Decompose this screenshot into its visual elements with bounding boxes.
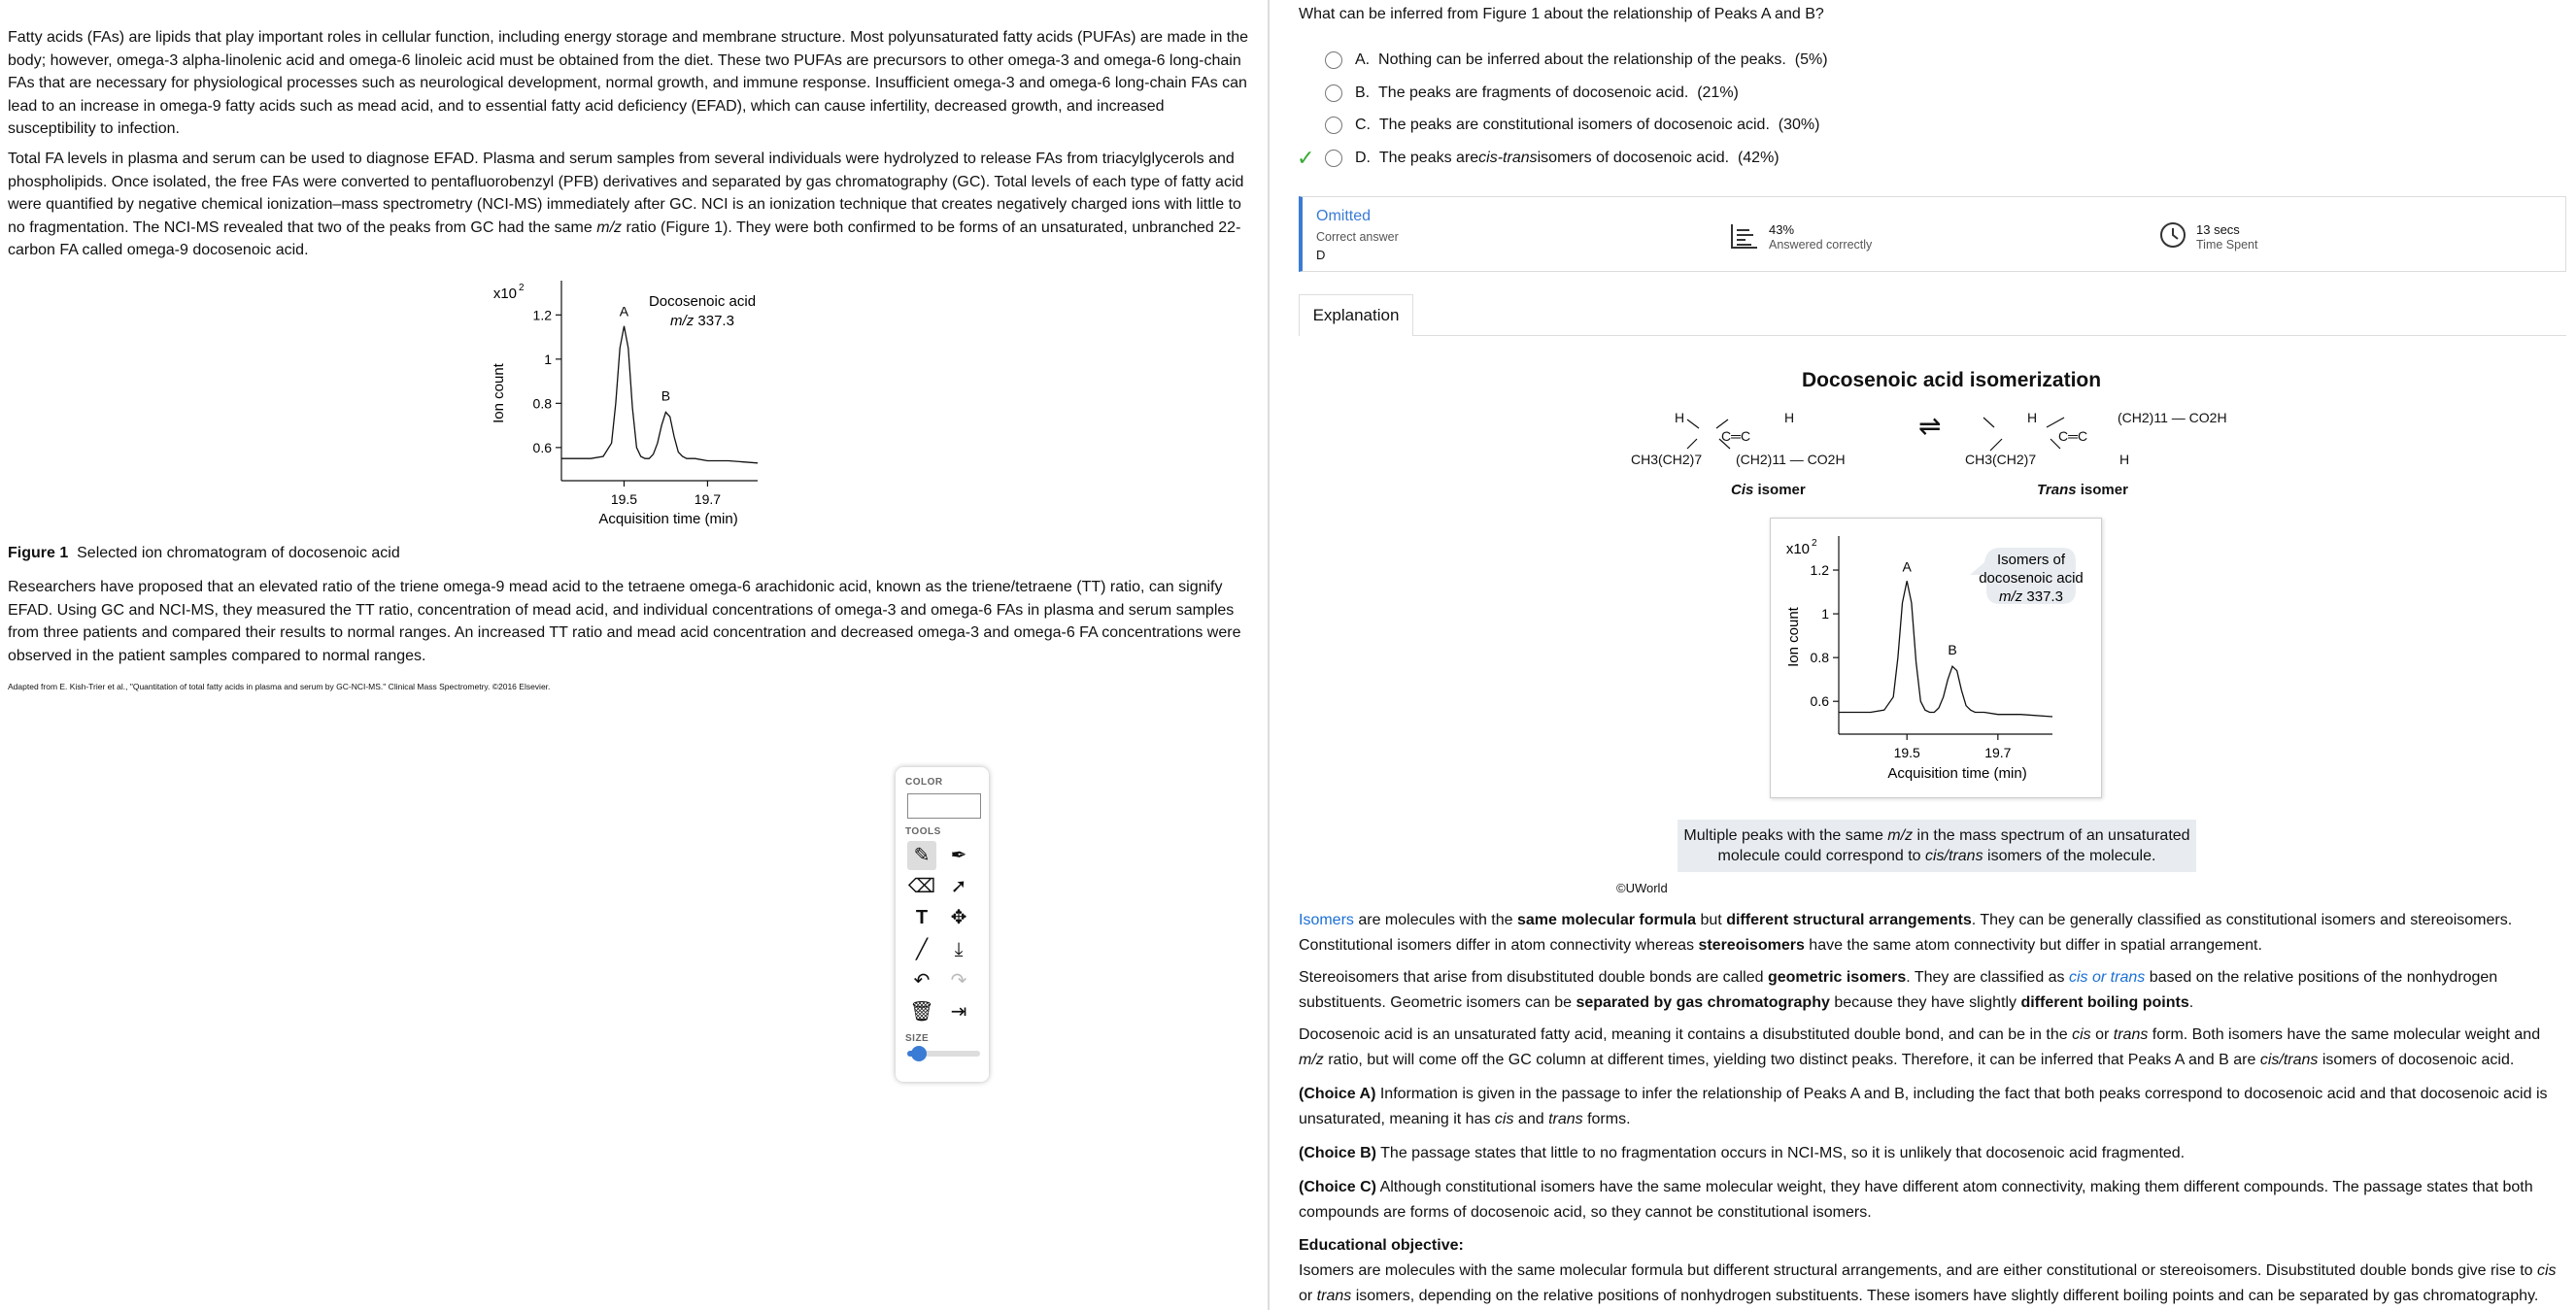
callout-text-4: isomers of the molecule. [1983, 848, 2156, 864]
pointer-icon[interactable]: ➚ [950, 876, 967, 897]
passage-source-citation: Adapted from E. Kish-Trier et al., "Quantitation of total fatty acids in plasma and serum by GC-NCI-MS." Clinical Mass Spectrometry. ©2016 Elsevier. [8, 682, 551, 691]
text-tool-icon[interactable]: T [915, 907, 929, 928]
passage-paragraph-3: Researchers have proposed that an elevated ratio of the triene omega-9 mead acid to the tetraene omega-6 arachidonic acid, known as the triene/tetraene (TT) ratio, can signify EFAD. Using GC and NCI-MS, they measured the TT ratio, concentration of mead acid, and individual concentrations of omega-3 and omega-6 FAs in plasma and serum samples from three patients and compared their results to normal ranges. An increased TT ratio and mead acid concentration and decreased omega-3 and omega-6 FA concentrations were observed in the patient samples compared to normal ranges. [8, 579, 1241, 664]
fig1-y-multiplier-exp: 2 [519, 283, 525, 293]
choice-d-text-end: isomers of docosenoic acid. [1537, 150, 1730, 166]
trans-alkyl-chain: CH3(CH2)7 [1965, 452, 2037, 467]
question-stem: What can be inferred from Figure 1 about the relationship of Peaks A and B? [1299, 6, 1824, 22]
fig2-y-multiplier-exp: 2 [1812, 538, 1817, 549]
undo-icon[interactable]: ↶ [913, 970, 931, 991]
fig2-callout-line1: Isomers of [1996, 552, 2066, 568]
explanation-callout [1678, 820, 2196, 872]
radio-c[interactable] [1325, 117, 1342, 134]
explanation-paragraph-1 [1299, 908, 2561, 958]
trans-word: Trans [2037, 482, 2077, 498]
fig2-x-tick-label: 19.7 [1984, 745, 2012, 760]
explanation-choice-a [1299, 1082, 2561, 1132]
choice-c-explanation: Although constitutional isomers have the same molecular weight, they have different atom connectivity, making them different compounds. The passage states that both compounds are forms of docosenoic acid, so they cannot be constitutional isomers. [1299, 1179, 2533, 1221]
cis-isomer-word: isomer [1757, 482, 1806, 498]
choice-b-text: The peaks are fragments of docosenoic acid. [1378, 84, 1689, 101]
choice-a-percent: (5%) [1794, 51, 1828, 68]
cA-cis: cis [1494, 1111, 1514, 1127]
radio-a[interactable] [1325, 51, 1342, 69]
cis-h-right: H [1784, 410, 1795, 425]
e2-bold-1: geometric isomers [1767, 969, 1907, 986]
trans-acid-chain: (CH2)11 — CO2H [2118, 410, 2227, 425]
trans-h-right: H [2119, 452, 2130, 467]
passage-paragraph-1: Fatty acids (FAs) are lipids that play important roles in cellular function, including energy storage and membrane structure. Most polyunsaturated fatty acids (PUFAs) are made in the body; however, omega-3 alpha-linolenic acid and omega-6 linoleic acid must be obtained from the diet. These two PUFAs are precursors to other omega-3 and omega-6 long-chain FAs that are necessary for physiological processes such as neurological development, normal growth, and immune response. Insufficient omega-3 and omega-6 long-chain FAs can lead to an increase in omega-9 fatty acids such as mead acid, and to essential fatty acid deficiency (EFAD), which can cause infertility, decreased growth, and increased susceptibility to infection. [8, 29, 1249, 137]
explanation-choice-b [1299, 1141, 2561, 1166]
passage-p2-text: Total FA levels in plasma and serum can be used to diagnose EFAD. Plasma and serum samples from several individuals were hydrolyzed to release FAs from triacylglycerols and phospholipids. Once isolated, the free FAs were converted to pentafluorobenzyl (PFB) derivatives and separated by gas chromatography (GC). Total levels of each type of fatty acid were quantified by negative chemical ionization–mass spectrometry (NCI-MS) immediately after GC. NCI is an ionization technique that creates negatively charged ions with little to no fragmentation. The NCI-MS revealed that two of the peaks from GC had the same [8, 151, 1244, 236]
radio-d[interactable] [1325, 150, 1342, 167]
e3-cistrans: cis/trans [2259, 1052, 2319, 1068]
fig2-y-tick-label: 0.8 [1810, 650, 1829, 666]
choice-c-percent: (30%) [1778, 117, 1820, 133]
fig2-y-tick-label: 1 [1821, 606, 1829, 622]
choice-d-text: The peaks are [1378, 150, 1479, 166]
cis-word: Cis [1731, 482, 1754, 498]
e1-bold-1: same molecular formula [1516, 912, 1697, 928]
redo-icon[interactable]: ↷ [950, 970, 967, 991]
fig2-y-tick-label: 0.6 [1810, 693, 1829, 710]
e2-text-a: Stereoisomers that arise from disubstituted double bonds are called [1299, 969, 1768, 986]
edu-trans: trans [1316, 1288, 1352, 1304]
clock-icon [2159, 221, 2186, 249]
e3-or: or [2090, 1026, 2114, 1043]
percent-correct: 43% [1769, 222, 1795, 237]
callout-text: Multiple peaks with the same [1683, 827, 1888, 844]
choice-c-label: (Choice C) [1299, 1179, 1376, 1195]
e1-bold-2: different structural arrangements [1726, 912, 1972, 928]
e3-text-b: form. Both isomers have the same molecular weight and [2148, 1026, 2541, 1043]
e2-bold-3: different boiling points [2020, 994, 2189, 1011]
educational-objective-text [1299, 1259, 2561, 1309]
time-spent: 13 secs [2196, 222, 2240, 237]
fig1-annotation-line1: Docosenoic acid [648, 293, 757, 310]
educational-objective-label: Educational objective: [1299, 1237, 1464, 1254]
choice-d-letter: D. [1355, 150, 1371, 166]
callout-mz: m/z [1887, 827, 1914, 844]
eraser-icon[interactable]: ⌫ [907, 876, 936, 897]
choice-a[interactable] [1325, 49, 1828, 72]
choice-d-cistrans: cis-trans [1478, 150, 1538, 166]
explanation-choice-c [1299, 1175, 2561, 1226]
e3-text-d: isomers of docosenoic acid. [2318, 1052, 2515, 1068]
figure-1-caption-label: Figure 1 [8, 545, 69, 561]
choice-b-letter: B. [1355, 84, 1371, 101]
trans-ch2-11: (CH2)11 [2118, 410, 2168, 425]
move-icon[interactable]: ✥ [950, 907, 967, 928]
choice-c-letter: C. [1355, 117, 1371, 133]
choice-b-explanation: The passage states that little to no fragmentation occurs in NCI-MS, so it is unlikely that docosenoic acid fragmented. [1376, 1145, 2186, 1161]
choice-b-percent: (21%) [1697, 84, 1739, 101]
answer-stats-bar [1299, 196, 2566, 272]
fig1-y-axis-label: Ion count [491, 363, 507, 423]
explanation-chart-box [1770, 518, 2102, 798]
color-swatch[interactable] [907, 793, 981, 819]
e2-text-c: . They are classified as [1906, 969, 2069, 986]
trans-double-bond: C═C [2058, 428, 2088, 444]
cA-trans: trans [1548, 1111, 1583, 1127]
passage-paragraph-2 [8, 148, 1251, 262]
trash-icon[interactable]: 🗑 [909, 1001, 934, 1023]
line-tool-icon[interactable]: ╱ [915, 939, 929, 960]
fig1-series-line [561, 326, 758, 463]
edu-cis: cis [2537, 1262, 2557, 1279]
edu-or: or [1299, 1288, 1317, 1304]
choice-d-percent: (42%) [1737, 150, 1779, 166]
fig2-x-tick-label: 19.5 [1893, 745, 1920, 760]
fig2-y-axis-label: Ion count [1785, 607, 1802, 667]
figure-1-chart [476, 277, 767, 531]
fig1-y-tick-label: 1.2 [532, 307, 552, 323]
isomers-link[interactable]: Isomers [1299, 912, 1354, 928]
figure-1-caption-text: Selected ion chromatogram of docosenoic acid [77, 545, 400, 561]
toolbox-size-label: SIZE [905, 1033, 930, 1044]
highlighter-icon[interactable]: ✒ [950, 845, 967, 866]
answer-status: Omitted [1316, 208, 1372, 224]
percent-correct-label: Answered correctly [1769, 238, 1873, 252]
explanation-paragraph-2 [1299, 965, 2561, 1016]
fig1-x-axis-label: Acquisition time (min) [598, 511, 738, 527]
fig2-peak-a-label: A [1902, 558, 1912, 575]
callout-text-2: in the mass spectrum of an unsaturated [1913, 827, 2190, 844]
e1-text-a: are molecules with the [1353, 912, 1517, 928]
download-icon[interactable]: ⤓ [954, 939, 964, 960]
toolbox-tools-label: TOOLS [905, 826, 941, 837]
copyright-uworld: ©UWorld [1616, 881, 1668, 895]
choice-c-text: The peaks are constitutional isomers of docosenoic acid. [1378, 117, 1770, 133]
choice-a-letter: A. [1355, 51, 1371, 68]
fig2-y-multiplier: x10 [1785, 541, 1810, 557]
cis-alkyl-chain: CH3(CH2)7 [1631, 452, 1703, 467]
choice-b-label: (Choice B) [1299, 1145, 1376, 1161]
fig1-peak-a-label: A [619, 303, 629, 319]
edu-text-b: isomers, depending on the relative positions of nonhydrogen substituents. These isomers have slightly different boiling points and can be separated by gas chromatography. [1351, 1288, 2539, 1304]
callout-text-3: molecule could correspond to [1717, 848, 1925, 864]
passage-p2-mz: m/z [596, 218, 623, 236]
e3-mz: m/z [1299, 1052, 1324, 1068]
trans-isomer-label [2037, 482, 2128, 498]
e2-text-e: because they have slightly [1829, 994, 2021, 1011]
fig1-y-multiplier: x10 [492, 286, 517, 302]
size-slider[interactable] [907, 1051, 980, 1057]
time-spent-label: Time Spent [2196, 238, 2258, 252]
e3-text-a: Docosenoic acid is an unsaturated fatty acid, meaning it contains a disubstituted double bond, and can be in the [1299, 1026, 2073, 1043]
cis-co2h: CO2H [1807, 452, 1846, 467]
passage-pane [0, 0, 1268, 1310]
choice-c[interactable] [1325, 114, 1819, 137]
bar-chart-icon [1730, 222, 1759, 250]
choice-d[interactable] [1325, 147, 1779, 170]
figure-1-caption [8, 545, 400, 562]
e1-text-e: have the same atom connectivity but differ in spatial arrangement. [1804, 937, 2262, 954]
explanation-paragraph-3 [1299, 1023, 2561, 1073]
fig1-x-tick-label: 19.5 [610, 491, 638, 507]
fig2-y-tick-label: 1.2 [1810, 562, 1829, 579]
e3-cis: cis [2072, 1026, 2091, 1043]
tab-explanation[interactable]: Explanation [1299, 294, 1413, 336]
e3-text-c: ratio, but will come off the GC column at different times, yielding two distinct peaks. Therefore, it can be inferred that Peaks A and B are [1323, 1052, 2260, 1068]
choice-a-explanation: Information is given in the passage to infer the relationship of Peaks A and B, including the fact that both peaks correspond to docosenoic acid and that docosenoic acid is unsaturated, meaning it has [1299, 1086, 2548, 1127]
fig2-callout-line2: docosenoic acid [1979, 570, 2084, 587]
cis-or-trans-link[interactable]: cis or trans [2069, 969, 2146, 986]
choice-a-text: Nothing can be inferred about the relationship of the peaks. [1378, 51, 1786, 68]
choice-b[interactable] [1325, 82, 1739, 105]
cis-acid-chain: (CH2)11 — CO2H [1736, 452, 1846, 467]
e1-text-c: but [1696, 912, 1727, 928]
trans-isomer-word: isomer [2080, 482, 2128, 498]
fig1-peak-b-label: B [661, 387, 671, 404]
cA-text-end: forms. [1582, 1111, 1631, 1127]
e2-text-d: based on the relative positions of the nonhydrogen substituents. Geometric isomers can be [1299, 969, 2498, 1011]
fig1-annotation-mz: m/z 337.3 [670, 313, 734, 329]
exit-icon[interactable]: ⇥ [950, 1001, 967, 1023]
cis-ch2-11: (CH2)11 [1736, 452, 1786, 467]
callout-cistrans: cis/trans [1925, 848, 1983, 864]
choice-a-label: (Choice A) [1299, 1086, 1376, 1102]
cis-isomer-label [1731, 482, 1806, 498]
cis-h-left: H [1675, 410, 1685, 425]
fig2-x-axis-label: Acquisition time (min) [1887, 765, 2027, 782]
pen-icon[interactable]: ✎ [907, 841, 936, 870]
toolbox-color-label: COLOR [905, 777, 943, 788]
explanation-figure-title: Docosenoic acid isomerization [1802, 369, 2102, 391]
explanation-chart [1771, 519, 2101, 797]
correct-checkmark-icon: ✓ [1297, 146, 1315, 170]
annotation-toolbox [896, 767, 989, 1082]
e2-text-f: . [2188, 994, 2194, 1011]
cis-double-bond: C═C [1721, 428, 1751, 444]
fig1-x-tick-label: 19.7 [694, 491, 722, 507]
fig1-y-tick-label: 0.6 [532, 439, 552, 455]
correct-answer-label: Correct answer [1316, 230, 1399, 244]
trans-co2h: CO2H [2188, 410, 2227, 425]
tab-underline [1299, 335, 2566, 336]
fig1-y-tick-label: 0.8 [532, 395, 552, 412]
cA-and: and [1513, 1111, 1549, 1127]
e2-bold-2: separated by gas chromatography [1576, 994, 1830, 1011]
radio-b[interactable] [1325, 84, 1342, 102]
size-slider-handle[interactable] [911, 1046, 927, 1061]
passage-p2-text-end: ratio (Figure 1). They were both confirmed to be forms of an unsaturated, unbranched 22-carbon FA called omega-9 docosenoic acid. [8, 218, 1241, 258]
fig2-callout-mz: m/z 337.3 [1999, 588, 2063, 605]
trans-h-left: H [2027, 410, 2038, 425]
e1-text-d: . They can be generally classified as constitutional isomers and stereoisomers. Constitutional isomers differ in atom connectivity whereas [1299, 912, 2513, 954]
fig2-peak-b-label: B [1948, 642, 1957, 658]
edu-text-a: Isomers are molecules with the same molecular formula but different structural arrangements, and are either constitutional or stereoisomers. Disubstituted double bonds give rise to [1299, 1262, 2537, 1279]
equilibrium-arrows: ⇌ [1918, 411, 1942, 441]
correct-answer-value: D [1316, 248, 1326, 262]
e1-bold-3: stereoisomers [1698, 937, 1805, 954]
question-pane [1270, 0, 2576, 1310]
fig1-y-tick-label: 1 [544, 351, 552, 367]
e3-trans: trans [2113, 1026, 2149, 1043]
